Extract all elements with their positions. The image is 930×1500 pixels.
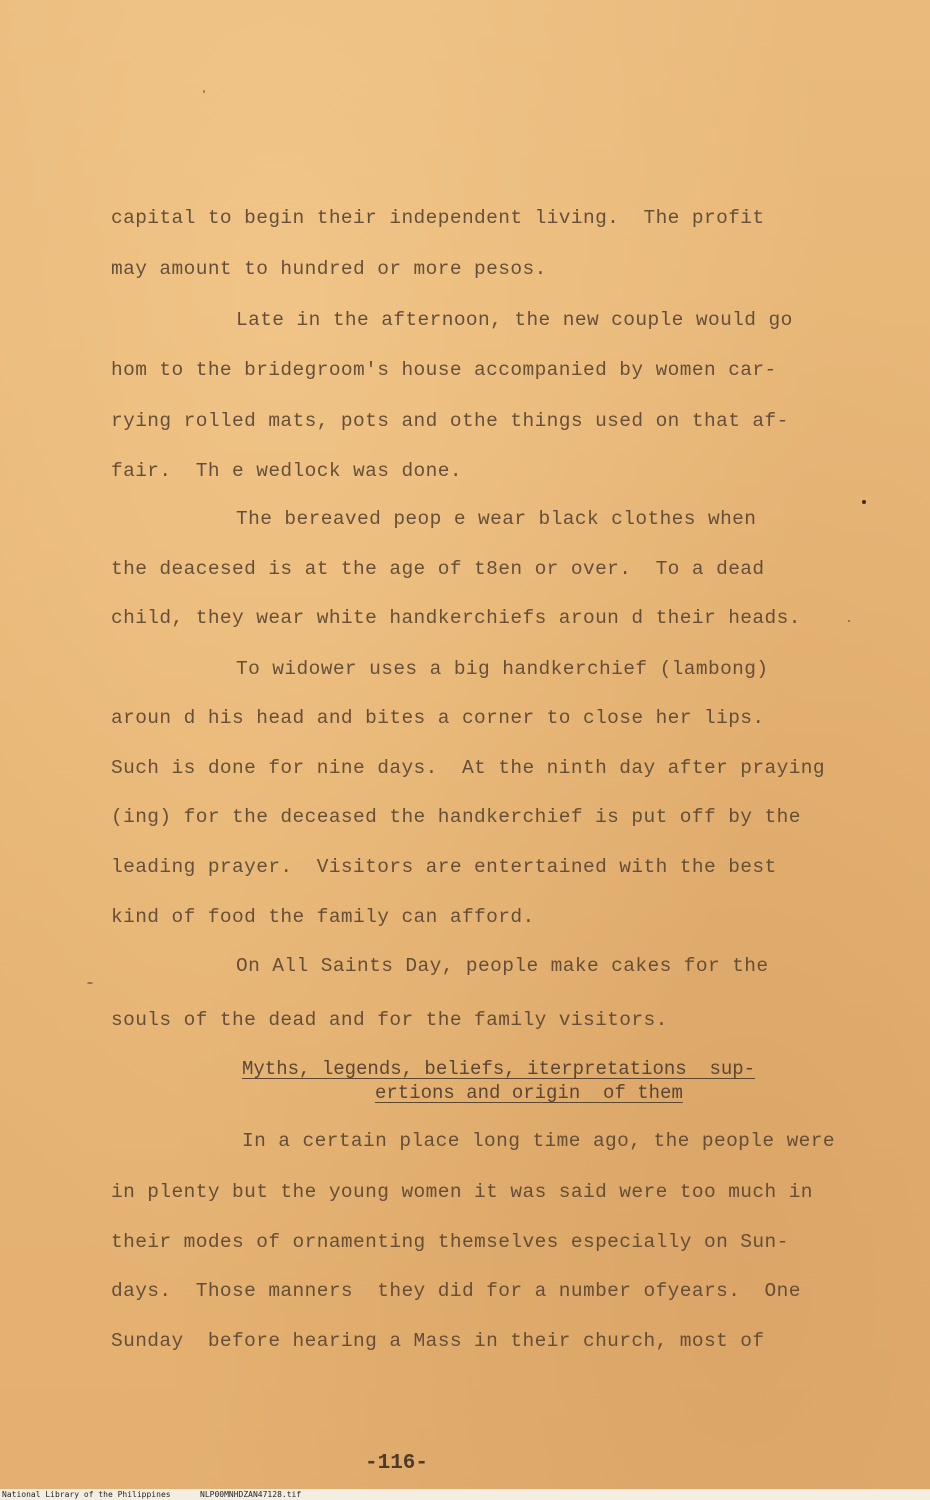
footer-file-name: NLP00MNHDZAN47128.tif bbox=[200, 1490, 302, 1499]
text-line: capital to begin their independent living. The profit bbox=[111, 207, 765, 229]
footer-institution: National Library of the Philippines bbox=[2, 1490, 171, 1499]
text-line: On All Saints Day, people make cakes for the bbox=[236, 955, 769, 977]
text-line: hom to the bridegroom's house accompanied by women car- bbox=[111, 359, 777, 381]
text-line: aroun d his head and bites a corner to close her lips. bbox=[111, 707, 765, 729]
text-line: Sunday before hearing a Mass in their church, most of bbox=[111, 1330, 765, 1352]
scan-footer bbox=[0, 1489, 930, 1500]
ink-speck bbox=[203, 90, 205, 93]
text-line: fair. Th e wedlock was done. bbox=[111, 460, 462, 482]
text-line: Late in the afternoon, the new couple would go bbox=[236, 309, 793, 331]
text-line: days. Those manners they did for a number ofyears. One bbox=[111, 1280, 801, 1302]
text-line: kind of food the family can afford. bbox=[111, 906, 535, 928]
text-line: In a certain place long time ago, the people were bbox=[242, 1130, 835, 1152]
text-line: souls of the dead and for the family visitors. bbox=[111, 1009, 668, 1031]
text-line: To widower uses a big handkerchief (lambong) bbox=[236, 658, 769, 680]
ink-speck bbox=[848, 620, 850, 622]
text-line: The bereaved peop e wear black clothes when bbox=[236, 508, 757, 530]
text-line: child, they wear white handkerchiefs aroun d their heads. bbox=[111, 607, 801, 629]
section-heading-line-1: Myths, legends, beliefs, iterpretations sup- bbox=[242, 1058, 756, 1080]
text-line: leading prayer. Visitors are entertained with the best bbox=[111, 856, 777, 878]
ink-speck bbox=[87, 982, 93, 984]
text-line: may amount to hundred or more pesos. bbox=[111, 258, 547, 280]
ink-speck bbox=[862, 500, 866, 504]
section-heading-line-2: ertions and origin of them bbox=[375, 1082, 683, 1104]
text-line: rying rolled mats, pots and othe things used on that af- bbox=[111, 410, 789, 432]
text-line: (ing) for the deceased the handkerchief is put off by the bbox=[111, 806, 801, 828]
text-line: their modes of ornamenting themselves especially on Sun- bbox=[111, 1231, 789, 1253]
page-number: -116- bbox=[365, 1452, 429, 1475]
text-line: the deacesed is at the age of t8en or over. To a dead bbox=[111, 558, 765, 580]
text-line: in plenty but the young women it was said were too much in bbox=[111, 1181, 813, 1203]
text-line: Such is done for nine days. At the ninth day after praying bbox=[111, 757, 826, 779]
